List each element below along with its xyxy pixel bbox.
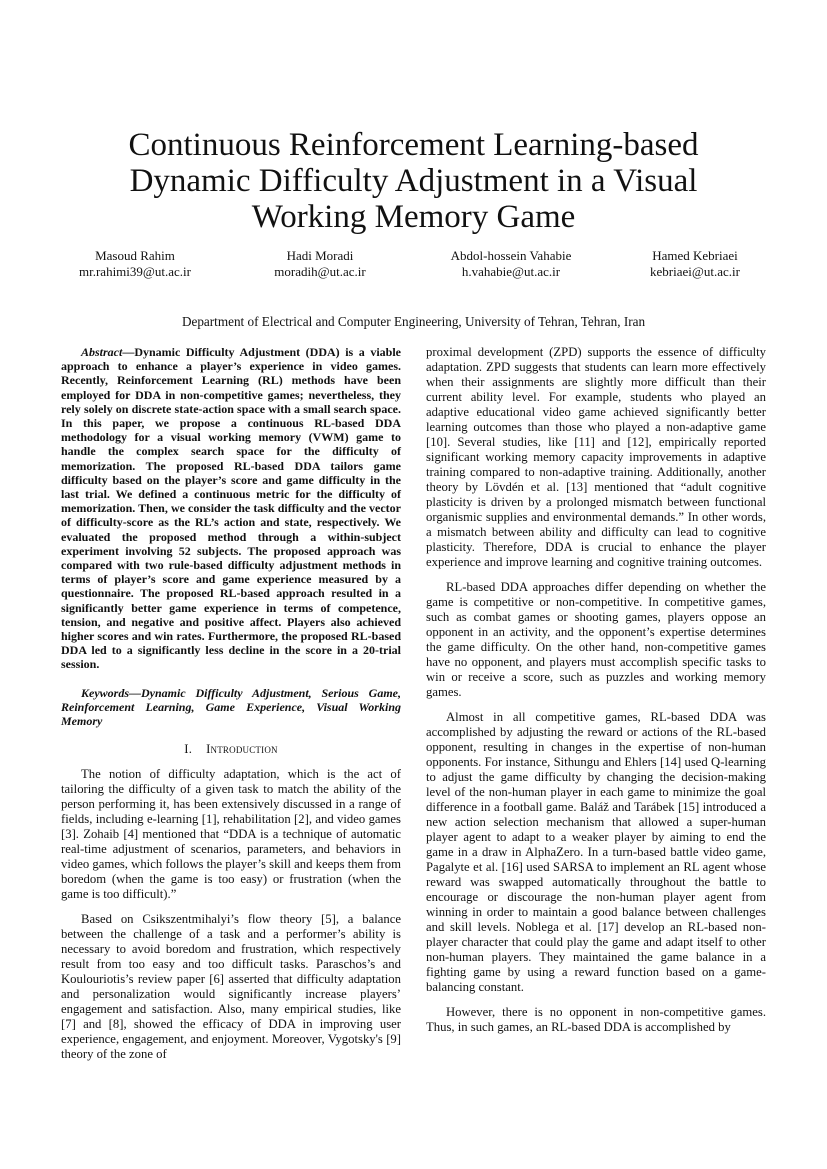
body-paragraph: RL-based DDA approaches differ depending on whether the game is competitive or non-competitive. In competitive games, such as combat games or shooting games, players oppose an opponent in an activity, and the opponent’s expertise determines the game difficulty. On the other hand, non-competitive games have no opponent, and players must accomplish specific tasks to win or receive a score, such as puzzles and working memory games. <box>426 580 766 699</box>
author-name: Hamed Kebriaei <box>652 248 738 263</box>
title-line: Continuous Reinforcement Learning-based <box>128 127 699 163</box>
title-line: Dynamic Difficulty Adjustment in a Visual <box>129 163 698 199</box>
author <box>60 248 210 280</box>
author-email: kebriaei@ut.ac.ir <box>650 264 740 279</box>
affiliation: Department of Electrical and Computer Engineering, University of Tehran, Tehran, Iran <box>181 314 646 329</box>
author-name: Hadi Moradi <box>286 248 354 263</box>
abstract <box>61 345 401 672</box>
title-line: Working Memory Game <box>251 199 576 235</box>
body-paragraph: Based on Csikszentmihalyi’s flow theory [5], a balance between the challenge of a task and a performer’s ability is necessary to avoid boredom and frustration, which respectively result from too easy and too difficult tasks. Paraschos’s and Koulouriotis’s review paper [6] asserted that difficulty adaptation and personalization would significantly increase players’ engagement and satisfaction. Also, many empirical studies, like [7] and [8], showed the efficacy of DDA in improving user experience, engagement, and enjoyment. Moreover, Vygotsky's [9] theory of the zone of <box>61 912 401 1062</box>
body-paragraph: However, there is no opponent in non-competitive games. Thus, in such games, an RL-based DDA is accomplished by <box>426 1005 766 1034</box>
right-column <box>426 345 766 1035</box>
paper-title <box>60 127 767 235</box>
section-heading <box>61 742 401 757</box>
section-title: Introduction <box>206 742 278 757</box>
author-email: moradih@ut.ac.ir <box>274 264 366 279</box>
body-paragraph: proximal development (ZPD) supports the essence of difficulty adaptation. ZPD suggests that students can learn more effectively when their assignments are slightly more difficult than their current ability level. For example, students who played an adaptive educational video game achieved significantly better learning outcomes than those who played a non-adaptive game [10]. Several studies, like [11] and [12], empirically reported significant working memory capacity improvements in adaptive training compared to non-adaptive training. Additionally, another theory by Lövdén et al. [13] mentioned that “adult cognitive plasticity is driven by a prolonged mismatch between functional organismic supplies and environmental demands.” In other words, a mismatch between ability and difficulty can lead to cognitive plasticity. Therefore, DDA is crucial to enhance the player experience and improve learning and cognitive training outcomes. <box>426 345 766 569</box>
author <box>431 248 591 280</box>
author <box>245 248 395 280</box>
author-email: mr.rahimi39@ut.ac.ir <box>79 264 191 279</box>
author <box>620 248 770 280</box>
left-column <box>61 345 401 1062</box>
abstract-label: Abstract <box>81 345 123 359</box>
body-paragraph: The notion of difficulty adaptation, which is the act of tailoring the difficulty of a given task to match the ability of the person performing it, has been extensively discussed in a range of fields, including e-learning [1], rehabilitation [2], and video games [3]. Zohaib [4] mentioned that “DDA is a technique of automatic real-time adjustment of scenarios, parameters, and behaviors in video games, which follows the player’s skill and keeps them from boredom (when the game is too easy) or frustration (when the game is too difficult).” <box>61 767 401 902</box>
author-block <box>0 248 827 288</box>
author-name: Masoud Rahim <box>95 248 175 263</box>
keywords: Keywords—Dynamic Difficulty Adjustment, Serious Game, Reinforcement Learning, Game Experience, Visual Working Memory <box>61 685 401 729</box>
author-name: Abdol-hossein Vahabie <box>450 248 572 263</box>
section-number: I. <box>184 742 193 757</box>
author-email: h.vahabie@ut.ac.ir <box>461 264 561 279</box>
abstract-text: —Dynamic Difficulty Adjustment (DDA) is a viable approach to enhance a player’s experience in video games. Recently, Reinforcement Learning (RL) methods have been employed for DDA in non-competitive games; nevertheless, they rely solely on discrete state-action space with a small search space. In this paper, we propose a continuous RL-based DDA methodology for a visual working memory (VWM) game to handle the complex search space for the difficulty of memorization. The proposed RL-based DDA tailors game difficulty based on the player’s score and game difficulty in the last trial. We defined a continuous metric for the difficulty of memorization. Then, we consider the task difficulty and the vector of difficulty-score as the RL’s action and state, respectively. We evaluated the proposed method through a within-subject experiment involving 52 subjects. The proposed approach was compared with two rule-based difficulty adjustment methods in terms of player’s score and game experience measured by a questionnaire. The proposed RL-based approach resulted in a significantly better game experience in terms of competence, tension, and negative and positive affect. Players also achieved higher scores and win rates. Furthermore, the proposed RL-based DDA led to a significantly less decline in the score in a 20-trial session. <box>61 345 401 672</box>
body-paragraph: Almost in all competitive games, RL-based DDA was accomplished by adjusting the reward or actions of the RL-based opponent, resulting in changes in the expertise of non-human opponents. For instance, Sithungu and Ehlers [14] used Q-learning to adjust the game difficulty by changing the decision-making level of the non-human player in each game to minimize the goal difference in a football game. Baláž and Tarábek [15] introduced a new action selection mechanism that allowed a super-human player agent to adapt to a weaker player by aiming to end the game in a draw in AlphaZero. In a turn-based battle video game, Pagalyte et al. [16] used SARSA to implement an RL agent whose reward was swapped automatically throughout the battle to encourage or discourage the non-human player agent from winning in order to maintain a good balance between challenges and skill levels. Noblega et al. [17] develop an RL-based non-player character that could play the game and adapt itself to other non-human players. They maintained the game balance in a fighting game by using a reward function based on a game-balancing constant. <box>426 710 766 994</box>
